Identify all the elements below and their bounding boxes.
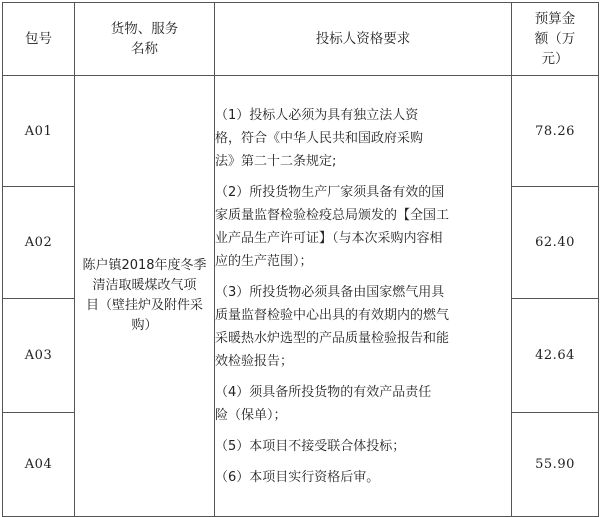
- requirement-item: （6）本项目实行资格后审。: [215, 469, 380, 485]
- requirement-item: （2）所投货物生产厂家须具备有效的国 家质量监督检验检疫总局颁发的【全国工 业产品生产许可证】（与本次采购内容相 应的生产范围）；: [215, 184, 450, 269]
- table-row: [3, 76, 599, 187]
- header-budget: 预算金 额（万 元）: [512, 3, 599, 76]
- budget-amount: 42.64: [512, 299, 599, 413]
- requirements-list: [215, 76, 512, 517]
- package-code: A04: [3, 413, 75, 517]
- requirement-item: （4）须具备所投货物的有效产品责任 险（保单）；: [215, 384, 432, 423]
- header-package: 包号: [3, 3, 75, 76]
- package-code: A01: [3, 76, 75, 187]
- budget-amount: 62.40: [512, 187, 599, 299]
- budget-amount: 55.90: [512, 413, 599, 517]
- requirement-item: （5）本项目不接受联合体投标；: [215, 438, 406, 454]
- header-goods-name: 货物、服务 名称: [75, 3, 215, 76]
- requirement-item: （1）投标人必须为具有独立法人资 格，符合《中华人民共和国政府采购 法》第二十二条规定;: [215, 107, 424, 169]
- requirement-item: （3）所投货物必须具备由国家燃气用具 质量监督检验中心出具的有效期内的燃气 采暖热水炉选型的产品质量检验报告和能 效检验报告；: [215, 284, 450, 369]
- package-code: A03: [3, 299, 75, 413]
- table-header-row: [3, 3, 599, 76]
- budget-amount: 78.26: [512, 76, 599, 187]
- bid-requirements-table: [2, 2, 599, 517]
- package-code: A02: [3, 187, 75, 299]
- header-requirements: 投标人资格要求: [215, 3, 512, 76]
- goods-name: 陈户镇2018年度冬季 清洁取暖煤改气项 目（壁挂炉及附件采 购）: [75, 76, 215, 517]
